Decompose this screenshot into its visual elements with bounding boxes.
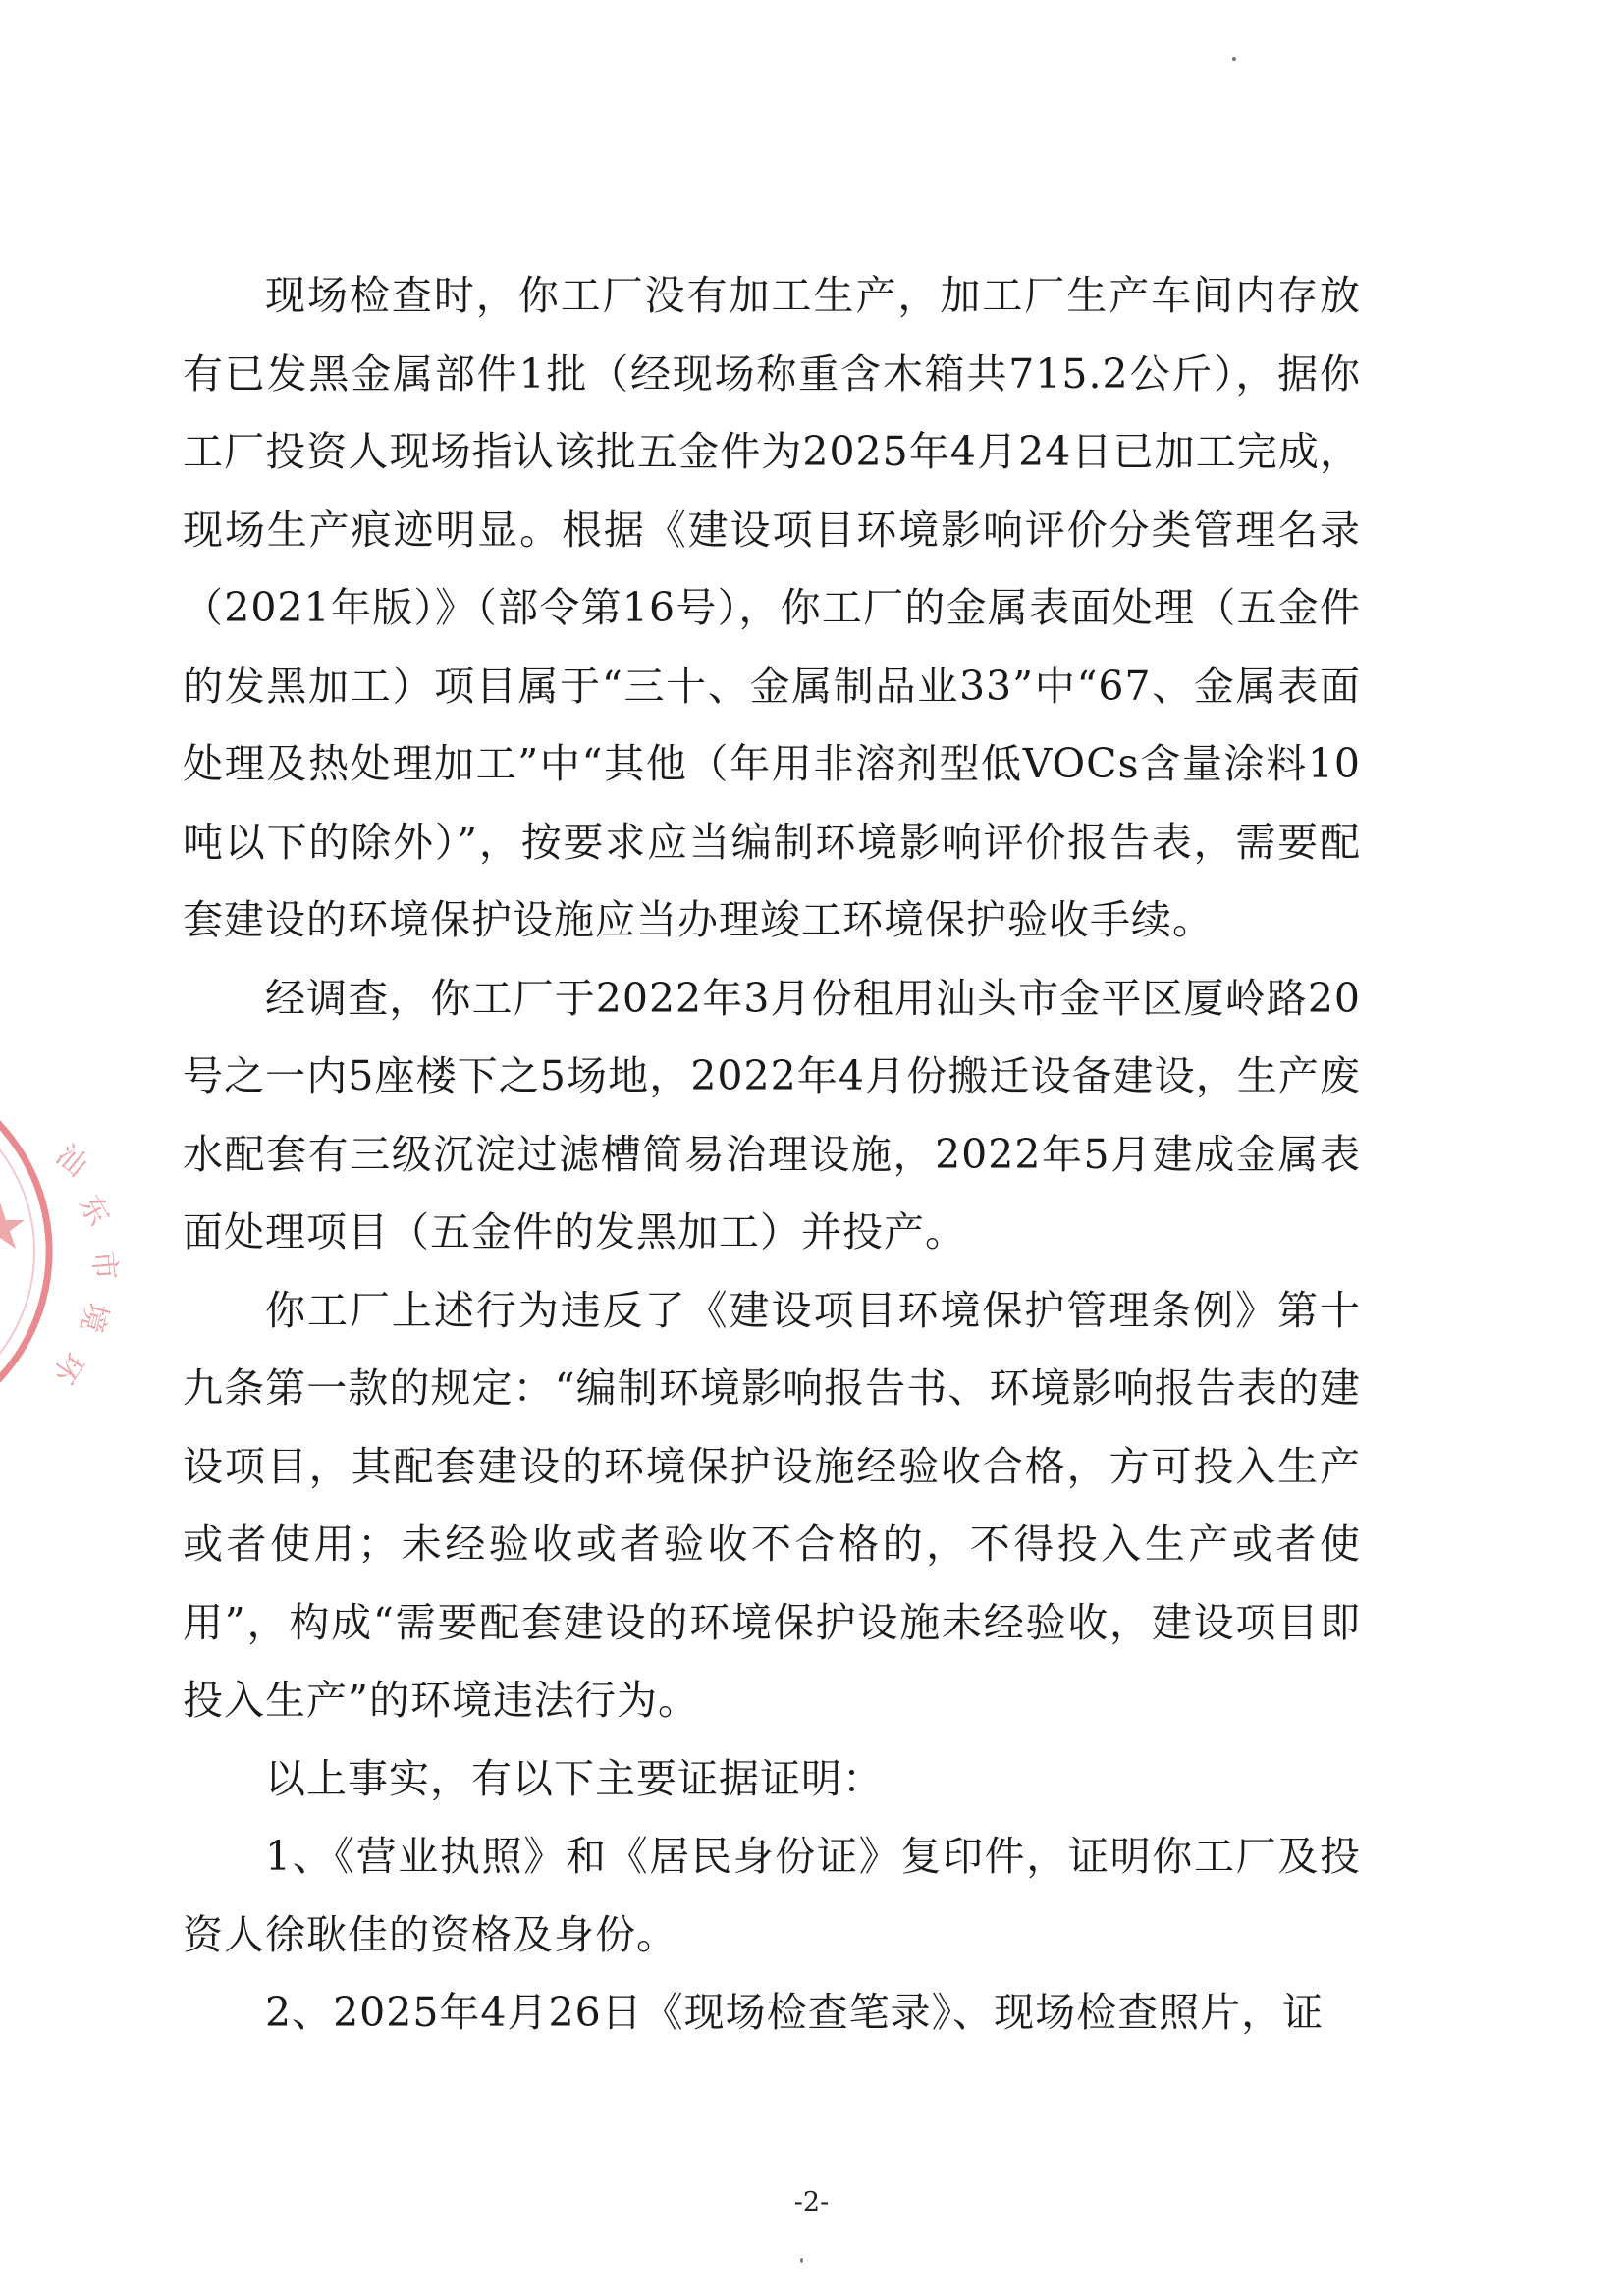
document-body — [183, 257, 1361, 2053]
svg-text:东: 东 — [72, 1189, 117, 1232]
paragraph-violation: 你工厂上述行为违反了《建设项目环境保护管理条例》第十九条第一款的规定：“编制环境影响报告书、环境影响报告表的建设项目，其配套建设的环境保护设施经验收合格，方可投入生产或者使用；未经验收或者验收不合格的，不得投入生产或者使用”，构成“需要配套建设的环境保护设施未经验收，建设项目即投入生产”的环境违法行为。 — [183, 1286, 1361, 1724]
paragraph-evidence-item-2: 2、2025年4月26日《现场检查笔录》、现场检查照片，证 — [265, 1989, 1325, 2036]
official-seal-fragment — [0, 1065, 152, 1438]
paragraph-evidence-item-1: 1、《营业执照》和《居民身份证》复印件，证明你工厂及投资人徐耿佳的资格及身份。 — [183, 1833, 1361, 1958]
svg-text:市: 市 — [85, 1249, 123, 1282]
svg-text:汕: 汕 — [48, 1138, 94, 1184]
scan-speck — [1232, 57, 1236, 61]
svg-text:境: 境 — [73, 1298, 115, 1336]
paragraph-evidence-intro: 以上事实，有以下主要证据证明： — [265, 1754, 884, 1802]
paragraph-investigation: 经调查，你工厂于2022年3月份租用汕头市金平区厦岭路20号之一内5座楼下之5场地，2022年4月份搬迁设备建设，生产废水配套有三级沉淀过滤槽简易治理设施，2022年5月建成金属表面处理项目（五金件的发黑加工）并投产。 — [183, 974, 1361, 1255]
svg-text:环: 环 — [45, 1345, 91, 1390]
paragraph-site-inspection: 现场检查时，你工厂没有加工生产，加工厂生产车间内存放有已发黑金属部件1批（经现场称重含木箱共715.2公斤），据你工厂投资人现场指认该批五金件为2025年4月24日已加工完成，现场生产痕迹明显。根据《建设项目环境影响评价分类管理名录（2021年版）》（部令第16号），你工厂的金属表面处理（五金件的发黑加工）项目属于“三十、金属制品业33”中“67、金属表面处理及热处理加工”中“其他（年用非溶剂型低VOCs含量涂料10吨以下的除外）”，按要求应当编制环境影响评价报告表，需要配套建设的环境保护设施应当办理竣工环境保护验收手续。 — [183, 272, 1361, 943]
scan-speck — [800, 2258, 803, 2263]
page-number: -2- — [793, 2187, 830, 2217]
